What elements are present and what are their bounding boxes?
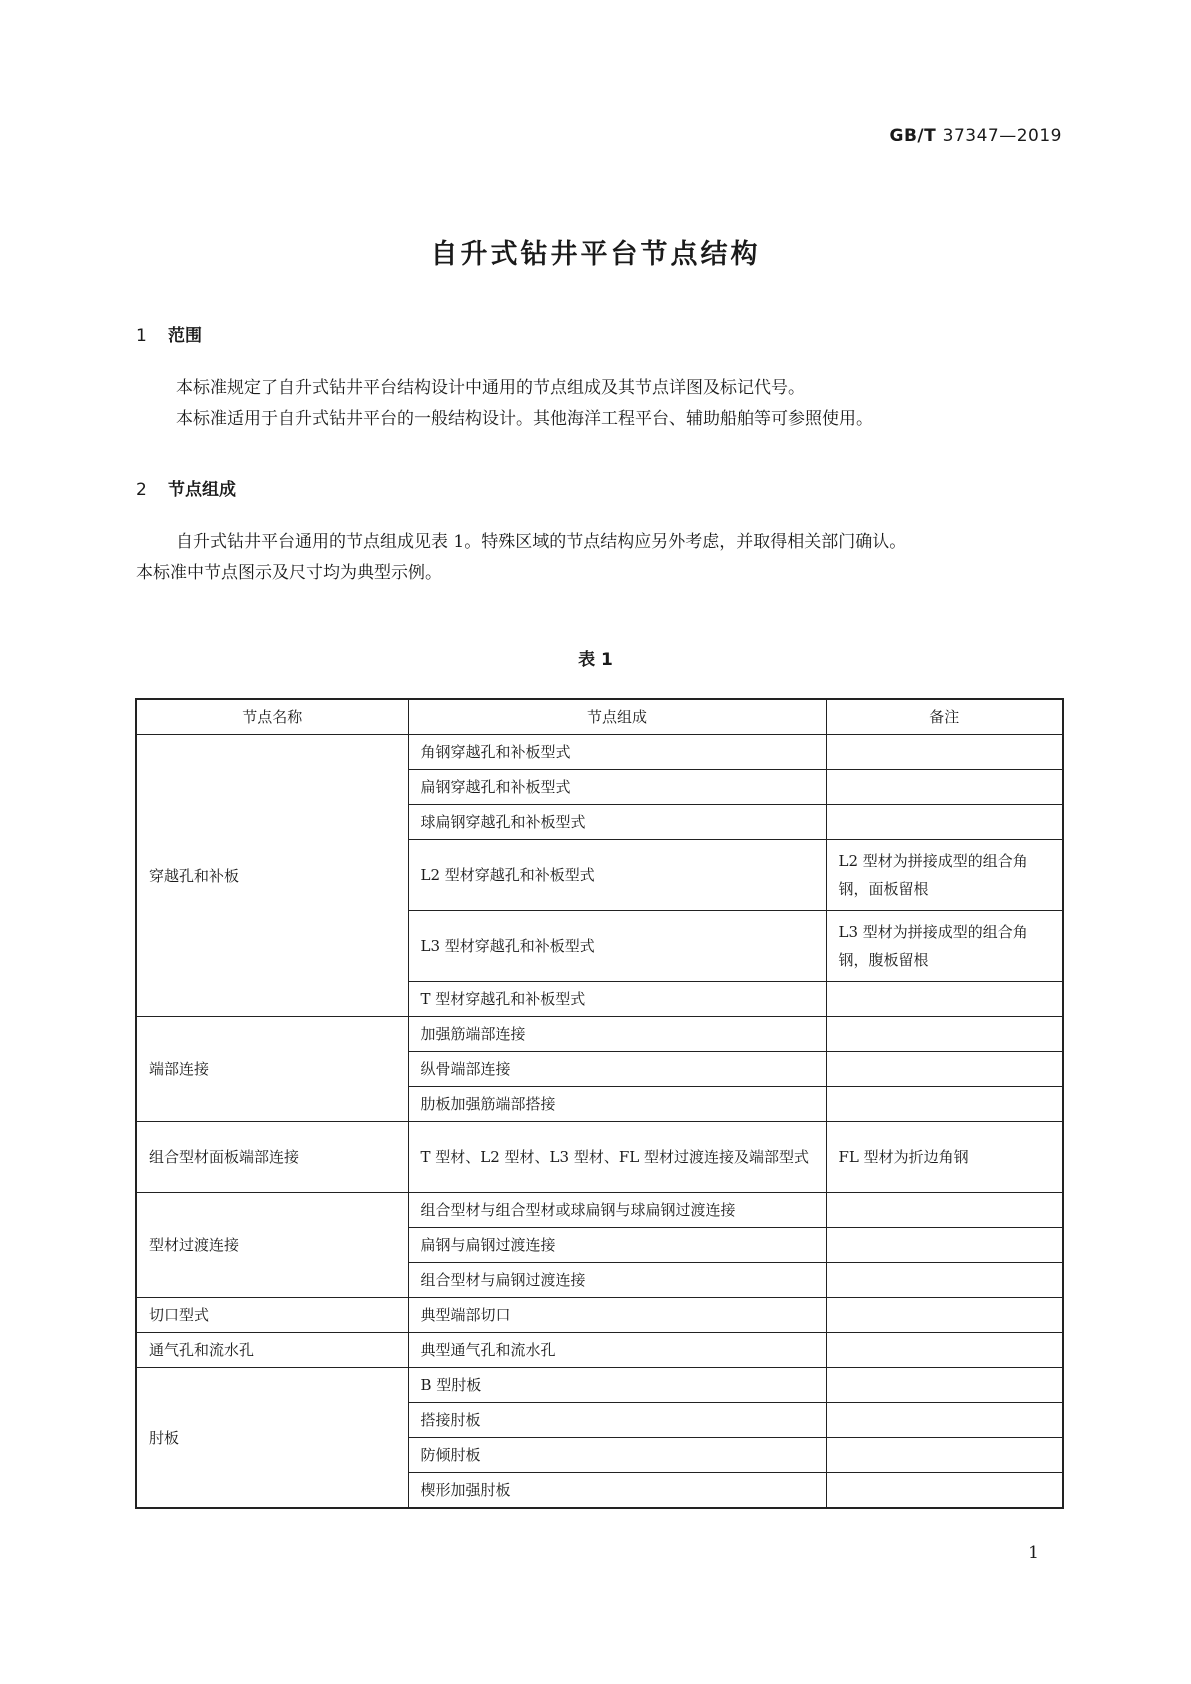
paragraph: 本标准适用于自升式钻井平台的一般结构设计。其他海洋工程平台、辅助船舶等可参照使用。 <box>176 409 873 429</box>
remarks-cell <box>826 1263 1063 1298</box>
node-composition-cell: 楔形加强肘板 <box>408 1473 826 1509</box>
node-name-cell: 型材过渡连接 <box>136 1193 408 1298</box>
node-composition-cell: 扁钢与扁钢过渡连接 <box>408 1228 826 1263</box>
table-row <box>136 1122 1063 1193</box>
section-number: 2 <box>136 480 147 500</box>
scope-text <box>136 373 1056 435</box>
node-composition-cell: T 型材、L2 型材、L3 型材、FL 型材过渡连接及端部型式 <box>408 1122 826 1193</box>
node-composition-table <box>135 698 1064 1509</box>
node-composition-cell: 搭接肘板 <box>408 1403 826 1438</box>
section-title: 节点组成 <box>168 480 236 500</box>
standard-number: 37347—2019 <box>942 126 1062 146</box>
remarks-cell <box>826 1228 1063 1263</box>
table-header-row <box>136 699 1063 735</box>
node-name-cell: 端部连接 <box>136 1017 408 1122</box>
section-number: 1 <box>136 326 147 346</box>
node-composition-cell: 肋板加强筋端部搭接 <box>408 1087 826 1122</box>
node-name-cell: 肘板 <box>136 1368 408 1509</box>
document-title: 自升式钻井平台节点结构 <box>430 239 761 270</box>
standard-code <box>890 126 1062 146</box>
node-name-cell: 切口型式 <box>136 1298 408 1333</box>
remarks-cell <box>826 1368 1063 1403</box>
node-composition-cell: 扁钢穿越孔和补板型式 <box>408 770 826 805</box>
node-composition-cell: 典型通气孔和流水孔 <box>408 1333 826 1368</box>
node-composition-cell: 组合型材与组合型材或球扁钢与球扁钢过渡连接 <box>408 1193 826 1228</box>
remarks-cell: L2 型材为拼接成型的组合角钢，面板留根 <box>826 840 1063 911</box>
node-composition-cell: 加强筋端部连接 <box>408 1017 826 1052</box>
page-number: 1 <box>1028 1543 1039 1563</box>
table-caption: 表 1 <box>578 650 613 670</box>
section-title: 范围 <box>168 326 202 346</box>
header-remarks: 备注 <box>826 699 1063 735</box>
table-row <box>136 1193 1063 1228</box>
node-composition-cell: 纵骨端部连接 <box>408 1052 826 1087</box>
node-composition-cell: 典型端部切口 <box>408 1298 826 1333</box>
node-name-cell: 通气孔和流水孔 <box>136 1333 408 1368</box>
remarks-cell <box>826 982 1063 1017</box>
node-name-cell: 组合型材面板端部连接 <box>136 1122 408 1193</box>
node-composition-cell: 组合型材与扁钢过渡连接 <box>408 1263 826 1298</box>
section-heading-scope <box>136 321 202 346</box>
table-row <box>136 735 1063 770</box>
remarks-cell <box>826 1403 1063 1438</box>
remarks-cell <box>826 805 1063 840</box>
node-composition-cell: 球扁钢穿越孔和补板型式 <box>408 805 826 840</box>
table-row <box>136 1368 1063 1403</box>
remarks-cell: FL 型材为折边角钢 <box>826 1122 1063 1193</box>
standard-prefix: GB/T <box>889 126 937 146</box>
remarks-cell <box>826 1333 1063 1368</box>
table-row <box>136 1298 1063 1333</box>
header-node-composition: 节点组成 <box>408 699 826 735</box>
section-heading-composition <box>136 475 236 500</box>
remarks-cell <box>826 1438 1063 1473</box>
header-node-name: 节点名称 <box>136 699 408 735</box>
remarks-cell <box>826 1298 1063 1333</box>
table-row <box>136 1017 1063 1052</box>
remarks-cell: L3 型材为拼接成型的组合角钢，腹板留根 <box>826 911 1063 982</box>
node-composition-cell: B 型肘板 <box>408 1368 826 1403</box>
node-name-cell: 穿越孔和补板 <box>136 735 408 1017</box>
remarks-cell <box>826 1017 1063 1052</box>
remarks-cell <box>826 1052 1063 1087</box>
paragraph-line: 本标准中节点图示及尺寸均为典型示例。 <box>136 563 442 583</box>
table-row <box>136 1333 1063 1368</box>
paragraph-line: 自升式钻井平台通用的节点组成见表 1。特殊区域的节点结构应另外考虑，并取得相关部门确认。 <box>176 532 907 552</box>
remarks-cell <box>826 735 1063 770</box>
remarks-cell <box>826 1087 1063 1122</box>
remarks-cell <box>826 1193 1063 1228</box>
node-composition-cell: L3 型材穿越孔和补板型式 <box>408 911 826 982</box>
node-composition-cell: 角钢穿越孔和补板型式 <box>408 735 826 770</box>
node-composition-cell: 防倾肘板 <box>408 1438 826 1473</box>
composition-text <box>136 527 1056 589</box>
node-composition-cell: T 型材穿越孔和补板型式 <box>408 982 826 1017</box>
paragraph: 本标准规定了自升式钻井平台结构设计中通用的节点组成及其节点详图及标记代号。 <box>176 378 805 398</box>
remarks-cell <box>826 1473 1063 1509</box>
remarks-cell <box>826 770 1063 805</box>
node-composition-cell: L2 型材穿越孔和补板型式 <box>408 840 826 911</box>
table-body <box>136 735 1063 1509</box>
